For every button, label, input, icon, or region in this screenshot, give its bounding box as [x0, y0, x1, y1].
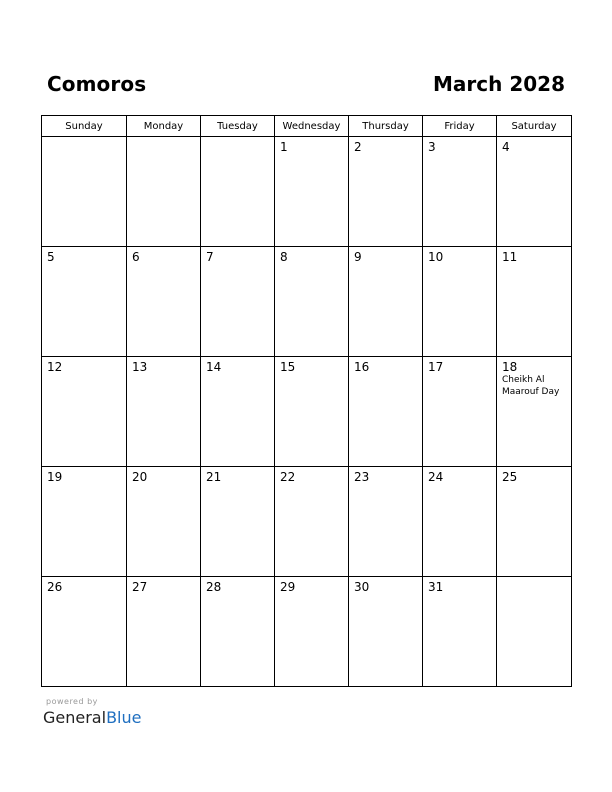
day-number: 31: [428, 580, 444, 594]
day-cell: [42, 577, 127, 687]
month-year-title: March 2028: [433, 72, 565, 96]
day-cell: [275, 577, 349, 687]
day-cell: [349, 577, 423, 687]
day-cell: [42, 137, 127, 247]
day-cell: [275, 247, 349, 357]
day-number: 17: [428, 360, 444, 374]
day-number: 1: [280, 140, 288, 154]
day-number: 26: [47, 580, 63, 594]
day-number: 29: [280, 580, 296, 594]
day-number: 21: [206, 470, 222, 484]
day-cell: [201, 247, 275, 357]
day-cell: [423, 467, 497, 577]
day-number: 5: [47, 250, 55, 264]
weekday-wednesday: Wednesday: [275, 116, 349, 137]
day-cell: [275, 137, 349, 247]
day-cell: [42, 467, 127, 577]
day-number: 14: [206, 360, 222, 374]
day-cell: [201, 137, 275, 247]
footer-branding: [43, 697, 141, 728]
weekday-sunday: Sunday: [42, 116, 127, 137]
holiday-label: Cheikh Al Maarouf Day: [502, 375, 560, 397]
weekday-saturday: Saturday: [497, 116, 572, 137]
day-cell: [127, 247, 201, 357]
day-number: 11: [502, 250, 518, 264]
day-number: 8: [280, 250, 288, 264]
day-number: 7: [206, 250, 214, 264]
day-number: 18: [502, 360, 518, 374]
week-row: [42, 467, 572, 577]
day-cell: [423, 137, 497, 247]
day-number: 25: [502, 470, 518, 484]
day-cell: [423, 247, 497, 357]
day-cell: [275, 467, 349, 577]
day-number: 16: [354, 360, 370, 374]
day-cell: [423, 357, 497, 467]
week-row: [42, 247, 572, 357]
day-cell: [201, 577, 275, 687]
day-number: 19: [47, 470, 63, 484]
country-title: Comoros: [47, 72, 147, 96]
day-number: [497, 577, 571, 580]
day-cell: [497, 577, 572, 687]
day-number: 12: [47, 360, 63, 374]
weekday-monday: Monday: [127, 116, 201, 137]
week-row: [42, 577, 572, 687]
day-cell: [423, 577, 497, 687]
day-cell: [349, 467, 423, 577]
day-number: [127, 137, 200, 140]
day-cell: [42, 247, 127, 357]
day-cell: [275, 357, 349, 467]
day-cell: [497, 467, 572, 577]
day-cell: [201, 357, 275, 467]
weekday-friday: Friday: [423, 116, 497, 137]
day-number: 22: [280, 470, 296, 484]
weekday-header-row: [42, 116, 572, 137]
week-row: [42, 357, 572, 467]
day-cell: [349, 137, 423, 247]
day-cell: [127, 467, 201, 577]
day-cell: [127, 577, 201, 687]
day-number: 20: [132, 470, 148, 484]
day-number: [42, 137, 126, 140]
day-number: 4: [502, 140, 510, 154]
day-number: 10: [428, 250, 444, 264]
day-number: 3: [428, 140, 436, 154]
day-number: 9: [354, 250, 362, 264]
brand-blue-text: Blue: [106, 708, 142, 727]
day-number: 24: [428, 470, 444, 484]
day-cell: [349, 247, 423, 357]
day-number: 2: [354, 140, 362, 154]
weekday-tuesday: Tuesday: [201, 116, 275, 137]
generalblue-logo[interactable]: [43, 708, 141, 728]
day-cell: [497, 247, 572, 357]
day-number: [201, 137, 274, 140]
brand-general-text: General: [43, 708, 107, 727]
day-number: 27: [132, 580, 148, 594]
day-cell: [127, 357, 201, 467]
day-cell-holiday: [497, 357, 572, 467]
day-number: 6: [132, 250, 140, 264]
day-cell: [127, 137, 201, 247]
day-number: 13: [132, 360, 148, 374]
day-cell: [42, 357, 127, 467]
day-number: 28: [206, 580, 222, 594]
calendar-grid: [41, 115, 572, 687]
powered-by-text: powered by: [46, 697, 98, 706]
day-number: 15: [280, 360, 296, 374]
day-number: 23: [354, 470, 370, 484]
day-cell: [497, 137, 572, 247]
week-row: [42, 137, 572, 247]
day-cell: [201, 467, 275, 577]
day-number: 30: [354, 580, 370, 594]
day-cell: [349, 357, 423, 467]
weekday-thursday: Thursday: [349, 116, 423, 137]
